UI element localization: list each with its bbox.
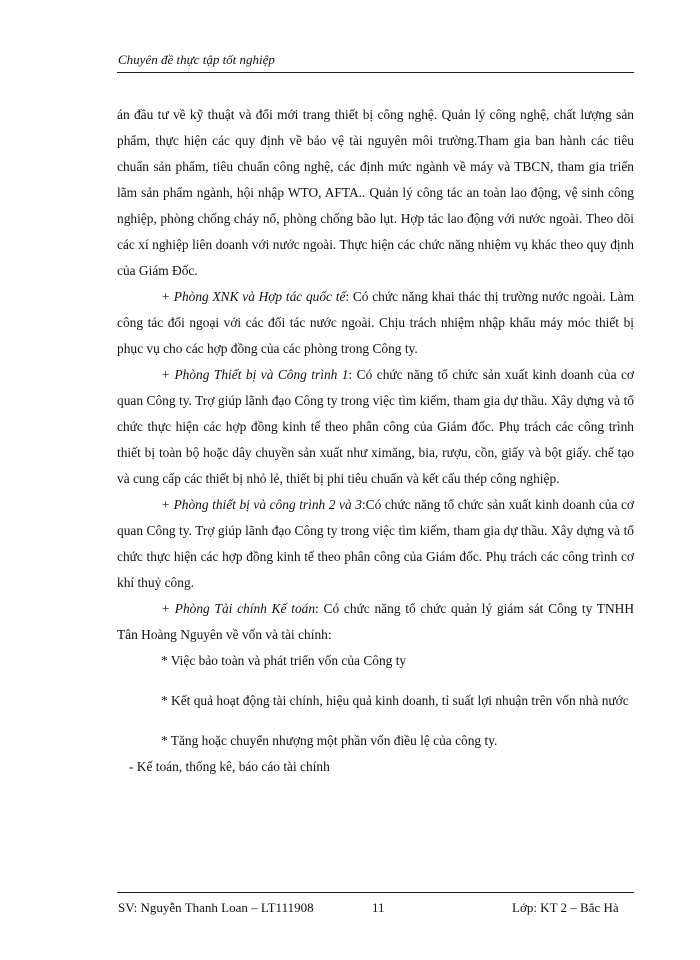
footer-divider <box>117 892 634 893</box>
header-divider <box>117 72 634 73</box>
paragraph-thiet-bi-2-3-body: :Có chức năng tổ chức sản xuất kinh doanh của cơ quan Công ty. Trợ giúp lãnh đạo Công ty trong việc tìm kiếm, tham gia dự thầu. Xây dựng và tổ chức thực hiện các hợp đồng kinh tế theo phân công của Giám đốc. Phụ trách các công trình cơ khí thuỷ công. <box>117 497 634 590</box>
paragraph-thiet-bi-1-title: + Phòng Thiết bị và Công trình 1 <box>161 367 349 382</box>
footer-student: SV: Nguyễn Thanh Loan – LT111908 <box>118 900 314 915</box>
paragraph-xnk <box>117 284 634 362</box>
paragraph-thiet-bi-1 <box>117 362 634 492</box>
running-header-title: Chuyên đề thực tập tốt nghiệp <box>118 52 275 67</box>
page-body <box>117 102 634 780</box>
paragraph-thiet-bi-2-3-title: + Phòng thiết bị và công trình 2 và 3 <box>161 497 362 512</box>
paragraph-continuation: án đầu tư về kỹ thuật và đổi mới trang thiết bị công nghệ. Quản lý công nghệ, chất lượng sản phẩm, thực hiện các quy định về bảo vệ tài nguyên môi trường.Tham gia ban hành các tiêu chuẩn sản phẩm, tiêu chuẩn công nghệ, các định mức ngành về máy và TBCN, tham gia triển lãm sản phẩm ngành, hội nhập WTO, AFTA.. Quản lý công tác an toàn lao động, vệ sinh công nghiệp, phòng chống cháy nổ, phòng chống bão lụt. Hợp tác lao động với nước ngoài. Theo dõi các xí nghiệp liên doanh với nước ngoài. Thực hiện các chức năng nhiệm vụ khác theo quy định của Giám Đốc. <box>117 107 634 278</box>
list-item-dash: - Kế toán, thống kê, báo cáo tài chính <box>129 759 330 774</box>
paragraph-tai-chinh-body: : Có chức năng tổ chức quản lý giám sát Công ty TNHH Tân Hoàng Nguyên về vốn và tài chính: <box>117 601 634 642</box>
list-item: * Kết quả hoạt động tài chính, hiệu quả kinh doanh, tỉ suất lợi nhuận trên vốn nhà nước <box>161 693 629 708</box>
paragraph-xnk-title: + Phòng XNK và Hợp tác quốc tế <box>161 289 346 304</box>
paragraph-tai-chinh <box>117 596 634 648</box>
footer-class: Lớp: KT 2 – Bắc Hà <box>512 900 619 915</box>
paragraph-tai-chinh-title: + Phòng Tài chính Kế toán <box>161 601 316 616</box>
page-number: 11 <box>372 900 385 915</box>
list-item: * Tăng hoặc chuyển nhượng một phần vốn điều lệ của công ty. <box>161 733 498 748</box>
paragraph-thiet-bi-1-body: : Có chức năng tổ chức sản xuất kinh doanh của cơ quan Công ty. Trợ giúp lãnh đạo Công ty trong việc tìm kiếm, tham gia dự thầu. Xây dựng và tổ chức thực hiện các hợp đồng kinh tế theo phân công của Giám đốc. Phụ trách các công trình thiết bị toàn bộ hoặc dây chuyền sản xuất như ximăng, bia, rượu, cồn, giấy và bột giấy. chế tạo và cung cấp các thiết bị nhỏ lẻ, thiết bị phi tiêu chuẩn và kết cấu thép công nghiệp. <box>117 367 634 486</box>
paragraph-thiet-bi-2-3 <box>117 492 634 596</box>
paragraph-xnk-body: : Có chức năng khai thác thị trường nước ngoài. Làm công tác đối ngoại với các đối tác nước ngoài. Chịu trách nhiệm nhập khẩu máy móc thiết bị phục vụ cho các hợp đồng của các phòng trong Công ty. <box>117 289 634 356</box>
list-item: * Việc bảo toàn và phát triển vốn của Công ty <box>161 653 407 668</box>
